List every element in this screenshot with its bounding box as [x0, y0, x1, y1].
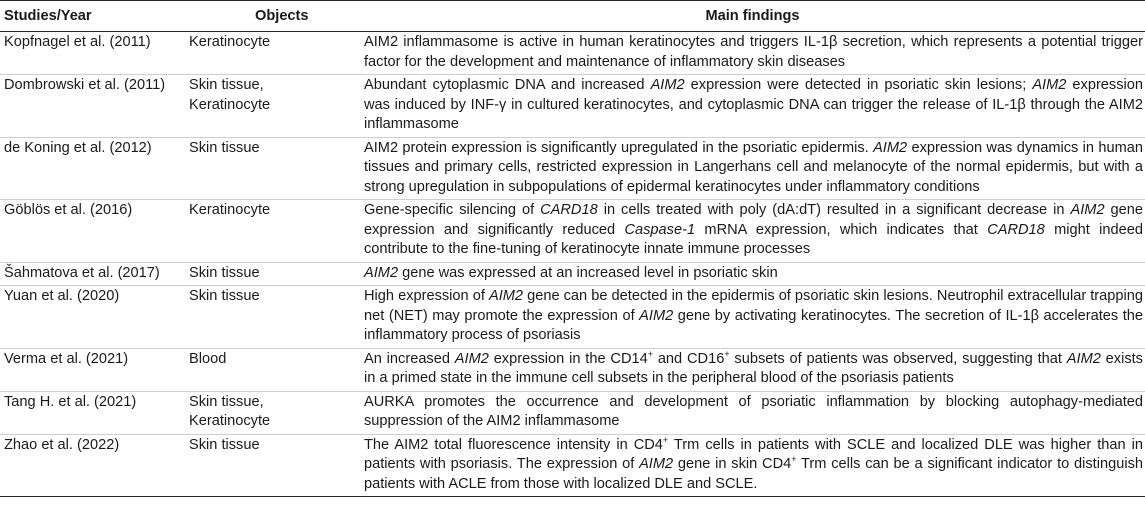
cell-objects [185, 434, 360, 497]
object-line: Keratinocyte [189, 96, 271, 113]
table-header-row [0, 1, 1145, 32]
superscript-text: + [662, 434, 669, 445]
gene-name-italic: AIM2 [454, 350, 489, 367]
gene-name-italic: CARD18 [987, 221, 1045, 238]
findings-text: AIM2 protein expression is significantly upregulated in the psoriatic epidermis. [364, 139, 874, 156]
table-row [0, 434, 1145, 497]
gene-name-italic: AIM2 [639, 456, 674, 472]
cell-study-year: Zhao et al. (2022) [0, 434, 185, 497]
gene-name-italic: AIM2 [1070, 202, 1105, 218]
findings-text: Abundant cytoplasmic DNA and increased [364, 77, 651, 93]
superscript-text: + [791, 454, 797, 465]
table-row [0, 200, 1145, 263]
findings-text: AURKA promotes the occurrence and development of psoriatic inflammation by blocking autophagy-mediated suppression of the AIM2 inflammasome [364, 393, 1143, 429]
cell-main-findings [360, 200, 1145, 263]
cell-main-findings [360, 286, 1145, 349]
findings-text: and CD16 [652, 350, 725, 367]
cell-main-findings [360, 434, 1145, 497]
header-studies-year: Studies/Year [0, 1, 185, 32]
findings-text: might indeed contribute to the fine-tuning of keratinocyte innate immune processes [364, 221, 1143, 257]
cell-objects [185, 32, 360, 75]
gene-name-italic: AIM2 [650, 77, 685, 93]
object-line: Skin tissue [189, 264, 260, 281]
findings-text: An increased [364, 350, 455, 367]
cell-main-findings [360, 391, 1145, 434]
findings-text: Gene-specific silencing of [364, 202, 541, 218]
object-line: Keratinocyte [189, 34, 271, 50]
cell-study-year: Tang H. et al. (2021) [0, 391, 185, 434]
cell-main-findings [360, 32, 1145, 75]
findings-text: expression in the CD14 [488, 350, 648, 367]
cell-objects [185, 348, 360, 391]
findings-text: High expression of [364, 288, 489, 304]
findings-text: subsets of patients was observed, suggesting that [729, 350, 1067, 367]
gene-name-italic: AIM2 [488, 288, 524, 304]
findings-text: expression was dynamics in human tissues and primary cells, restricted expression in Langerhans cell and melanocyte of the normal epidermis, but with a strong upregulation in subpopulations of epidermal keratinocytes under inflammatory conditions [364, 139, 1144, 195]
cell-objects [185, 262, 360, 286]
cell-main-findings [360, 262, 1145, 286]
findings-text: in cells treated with poly (dA:dT) resulted in a significant decrease in [597, 202, 1071, 218]
cell-study-year: Göblös et al. (2016) [0, 200, 185, 263]
findings-text: gene by activating keratinocytes. The secretion of IL-1β accelerates the inflammatory process of psoriasis [364, 307, 1144, 343]
cell-study-year: Šahmatova et al. (2017) [0, 262, 185, 286]
object-line: Blood [189, 350, 227, 367]
cell-objects [185, 391, 360, 434]
object-line: Skin tissue, [189, 77, 264, 93]
cell-study-year: Verma et al. (2021) [0, 348, 185, 391]
cell-study-year: Dombrowski et al. (2011) [0, 75, 185, 138]
cell-main-findings [360, 75, 1145, 138]
cell-study-year: Kopfnagel et al. (2011) [0, 32, 185, 75]
gene-name-italic: AIM2 [364, 264, 399, 281]
findings-text: expression was induced by INF-γ in cultured keratinocytes, and cytoplasmic DNA can trigger the release of IL-1β through the AIM2 inflammasome [364, 77, 1143, 132]
object-line: Keratinocyte [189, 413, 271, 429]
findings-text: gene expression and significantly reduced [364, 202, 1144, 238]
table-row [0, 75, 1145, 138]
gene-name-italic: AIM2 [1066, 350, 1101, 367]
superscript-text: + [647, 348, 653, 359]
findings-text: exists in a primed state in the immune cell subsets in the peripheral blood of the psoriasis patients [364, 350, 1143, 386]
findings-text: expression were detected in psoriatic skin lesions; [684, 77, 1033, 93]
gene-name-italic: AIM2 [639, 307, 674, 324]
object-line: Skin tissue [189, 288, 260, 304]
cell-objects [185, 200, 360, 263]
cell-objects [185, 286, 360, 349]
findings-text: AIM2 inflammasome is active in human keratinocytes and triggers IL-1β secretion, which represents a potential trigger factor for the development and maintenance of inflammatory skin diseases [364, 34, 1143, 70]
object-line: Skin tissue [189, 139, 260, 156]
cell-objects [185, 75, 360, 138]
cell-objects [185, 137, 360, 200]
table-row [0, 286, 1145, 349]
header-objects: Objects [185, 1, 360, 32]
findings-text: gene in skin CD4 [673, 456, 792, 472]
table-row [0, 348, 1145, 391]
superscript-text: + [724, 348, 730, 359]
table-row [0, 137, 1145, 200]
cell-study-year: Yuan et al. (2020) [0, 286, 185, 349]
object-line: Keratinocyte [189, 202, 271, 218]
object-line: Skin tissue, [189, 393, 264, 410]
object-line: Skin tissue [189, 436, 260, 453]
table-body [0, 32, 1145, 497]
findings-text: Trm cells can be a significant indicator to distinguish patients with ACLE from those with localized DLE and SCLE. [364, 456, 1143, 492]
header-main-findings: Main findings [360, 1, 1145, 32]
findings-text: Trm cells in patients with SCLE and localized DLE was higher than in patients with psoriasis. The expression of [364, 436, 1144, 472]
cell-study-year: de Koning et al. (2012) [0, 137, 185, 200]
findings-text: gene can be detected in the epidermis of psoriatic skin lesions. Neutrophil extracellular trapping net (NET) may promote the expression of [364, 288, 1143, 324]
table-row [0, 32, 1145, 75]
findings-text: The AIM2 total fluorescence intensity in CD4 [364, 436, 663, 453]
gene-name-italic: AIM2 [1032, 77, 1067, 93]
table-row [0, 391, 1145, 434]
findings-text: mRNA expression, which indicates that [695, 221, 988, 238]
table-row [0, 262, 1145, 286]
cell-main-findings [360, 348, 1145, 391]
gene-name-italic: AIM2 [873, 139, 908, 156]
findings-text: gene was expressed at an increased level in psoriatic skin [398, 264, 778, 281]
gene-name-italic: CARD18 [540, 202, 598, 218]
cell-main-findings [360, 137, 1145, 200]
gene-name-italic: Caspase-1 [624, 221, 696, 238]
